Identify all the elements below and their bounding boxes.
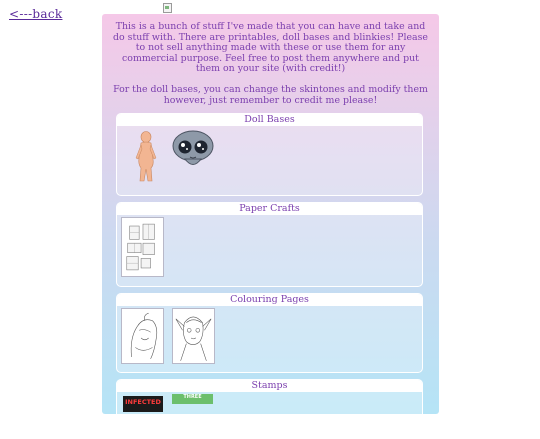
stamp-image[interactable]: THREE — [172, 394, 213, 404]
section-title: Stamps — [117, 380, 422, 392]
section-title: Paper Crafts — [117, 203, 422, 215]
section-title: Doll Bases — [117, 114, 422, 126]
section-paper-crafts — [116, 202, 423, 287]
colouring-page-image[interactable] — [121, 308, 164, 364]
section-title: Colouring Pages — [117, 294, 422, 306]
doll-base-body-image[interactable] — [133, 131, 159, 183]
doll-base-note: For the doll bases, you can change the skintones and modify them however, just remember to credit me please! — [113, 84, 428, 106]
stamp-image[interactable]: INFECTED — [123, 396, 163, 412]
paper-craft-image[interactable] — [121, 217, 164, 277]
colouring-page-image[interactable] — [172, 308, 215, 364]
section-colouring-pages — [116, 293, 423, 373]
doll-base-alien-image[interactable] — [171, 129, 215, 171]
back-link[interactable]: <---back — [9, 7, 63, 21]
broken-image-icon — [163, 3, 172, 13]
section-stamps — [116, 379, 423, 439]
content-panel — [102, 14, 439, 414]
section-doll-bases — [116, 113, 423, 196]
intro-paragraph: This is a bunch of stuff I've made that you can have and take and do stuff with. There are printables, doll bases and blinkies! Please to not sell anything made with these or use them for any commercial purpose. Feel free to post them anywhere and put them on your site (with credit!) — [113, 21, 428, 75]
